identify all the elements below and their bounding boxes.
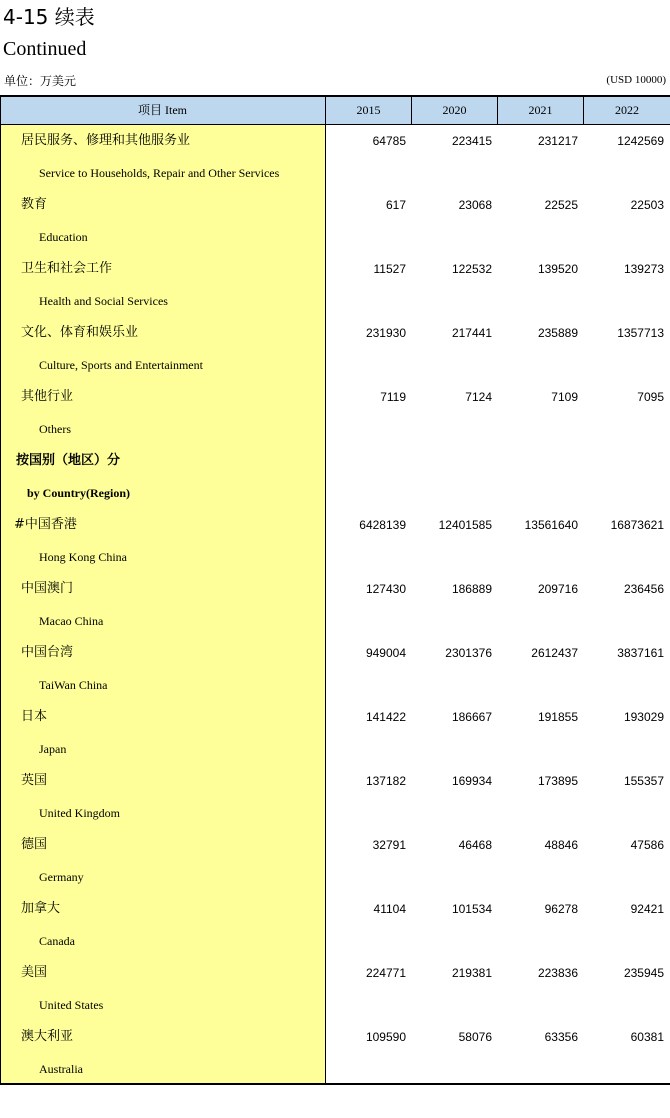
table-row xyxy=(0,189,670,221)
value-cell-2022: 3837161 xyxy=(617,646,664,660)
value-cell-2022: 155357 xyxy=(623,774,664,788)
row-label: 加拿大 xyxy=(21,901,61,916)
value-cell-2021: 7109 xyxy=(551,390,578,404)
table-number-title: 4-15 续表 xyxy=(3,5,95,29)
table-row xyxy=(0,573,670,605)
table-row xyxy=(0,925,670,957)
table-row xyxy=(0,541,670,573)
value-cell-2022: 1357713 xyxy=(617,326,664,340)
value-cell-2022: 139273 xyxy=(623,262,664,276)
header-year-2015: 2015 xyxy=(356,103,381,117)
row-label: Culture, Sports and Entertainment xyxy=(39,358,203,372)
value-cell-2021: 235889 xyxy=(537,326,578,340)
value-cell-2022: 1242569 xyxy=(617,134,664,148)
value-cell-2022: 235945 xyxy=(623,966,664,980)
header-year-2021: 2021 xyxy=(528,103,553,117)
table-row xyxy=(0,861,670,893)
header-year-2020: 2020 xyxy=(442,103,467,117)
table-row xyxy=(0,477,670,509)
value-cell-2021: 191855 xyxy=(537,710,578,724)
table-row xyxy=(0,413,670,445)
value-cell-2021: 13561640 xyxy=(524,518,578,532)
row-label: Canada xyxy=(39,934,75,948)
row-label: 教育 xyxy=(21,197,48,212)
table-row xyxy=(0,957,670,989)
row-label: Service to Households, Repair and Other Services xyxy=(39,166,280,180)
value-cell-2015: 137182 xyxy=(365,774,406,788)
table-row xyxy=(0,1053,670,1085)
row-label: 其他行业 xyxy=(21,389,74,404)
value-cell-2015: 64785 xyxy=(372,134,406,148)
value-cell-2020: 58076 xyxy=(458,1030,492,1044)
value-cell-2022: 22503 xyxy=(630,198,664,212)
table-row xyxy=(0,125,670,157)
table-row xyxy=(0,829,670,861)
row-label: 居民服务、修理和其他服务业 xyxy=(21,133,191,148)
bottom-rule xyxy=(0,1083,670,1085)
row-label: 中国澳门 xyxy=(21,581,74,596)
value-cell-2015: 224771 xyxy=(365,966,406,980)
value-cell-2020: 23068 xyxy=(458,198,492,212)
row-label: United Kingdom xyxy=(39,806,120,820)
value-cell-2020: 7124 xyxy=(465,390,492,404)
row-label: 澳大利亚 xyxy=(21,1029,74,1044)
value-cell-2015: 231930 xyxy=(365,326,406,340)
value-cell-2022: 47586 xyxy=(630,838,664,852)
value-cell-2022: 193029 xyxy=(623,710,664,724)
value-cell-2020: 2301376 xyxy=(445,646,492,660)
value-cell-2020: 46468 xyxy=(458,838,492,852)
row-label: 文化、体育和娱乐业 xyxy=(21,325,139,340)
value-cell-2022: 7095 xyxy=(637,390,664,404)
value-cell-2022: 92421 xyxy=(630,902,664,916)
value-cell-2015: 617 xyxy=(385,198,406,212)
table-row xyxy=(0,637,670,669)
table-row xyxy=(0,669,670,701)
table-row xyxy=(0,253,670,285)
row-label: by Country(Region) xyxy=(27,486,131,500)
value-cell-2015: 7119 xyxy=(380,390,406,404)
value-cell-2021: 48846 xyxy=(544,838,578,852)
continued-subtitle: Continued xyxy=(3,38,87,60)
value-cell-2015: 6428139 xyxy=(359,518,406,532)
value-cell-2022: 60381 xyxy=(630,1030,664,1044)
row-label: Germany xyxy=(39,870,84,884)
value-cell-2020: 219381 xyxy=(451,966,492,980)
value-cell-2020: 101534 xyxy=(451,902,492,916)
table-row xyxy=(0,157,670,189)
value-cell-2015: 141422 xyxy=(365,710,406,724)
row-label: TaiWan China xyxy=(39,678,108,692)
value-cell-2021: 2612437 xyxy=(531,646,578,660)
row-label: Others xyxy=(39,422,71,436)
table-row xyxy=(0,317,670,349)
table-row xyxy=(0,797,670,829)
row-label: Hong Kong China xyxy=(39,550,127,564)
value-cell-2015: 32791 xyxy=(372,838,406,852)
value-cell-2015: 109590 xyxy=(365,1030,406,1044)
value-cell-2021: 22525 xyxy=(544,198,578,212)
value-cell-2020: 186667 xyxy=(451,710,492,724)
table-row xyxy=(0,221,670,253)
row-label: 按国别（地区）分 xyxy=(16,453,121,468)
table-row xyxy=(0,1021,670,1053)
table-row xyxy=(0,445,670,477)
row-label: Macao China xyxy=(39,614,104,628)
table-header xyxy=(0,97,670,125)
row-label: 卫生和社会工作 xyxy=(21,261,113,276)
row-label: 英国 xyxy=(21,773,48,788)
value-cell-2021: 231217 xyxy=(537,134,578,148)
table-row xyxy=(0,893,670,925)
value-cell-2015: 41104 xyxy=(373,902,406,916)
row-label: 中国台湾 xyxy=(21,645,74,660)
row-label: Education xyxy=(39,230,88,244)
unit-label-en: (USD 10000) xyxy=(606,74,666,86)
value-cell-2015: 11527 xyxy=(373,262,406,276)
table-row xyxy=(0,765,670,797)
value-cell-2020: 12401585 xyxy=(438,518,492,532)
value-cell-2021: 139520 xyxy=(537,262,578,276)
row-label: #中国香港 xyxy=(14,517,77,532)
unit-label-cn: 单位：万美元 xyxy=(4,74,77,88)
value-cell-2020: 122532 xyxy=(451,262,492,276)
row-label: 德国 xyxy=(21,837,48,852)
table-row xyxy=(0,285,670,317)
row-label: Australia xyxy=(39,1062,83,1076)
value-cell-2020: 169934 xyxy=(451,774,492,788)
table-row xyxy=(0,605,670,637)
header-item: 项目 Item xyxy=(138,103,187,117)
value-cell-2020: 223415 xyxy=(451,134,492,148)
table-row xyxy=(0,509,670,541)
value-cell-2021: 209716 xyxy=(537,582,578,596)
row-label: Japan xyxy=(39,742,67,756)
table-row xyxy=(0,733,670,765)
value-cell-2022: 236456 xyxy=(623,582,664,596)
value-cell-2021: 223836 xyxy=(537,966,578,980)
table-row xyxy=(0,381,670,413)
value-cell-2022: 16873621 xyxy=(610,518,664,532)
value-cell-2021: 96278 xyxy=(544,902,578,916)
header-year-2022: 2022 xyxy=(615,103,639,117)
row-label: 日本 xyxy=(21,709,48,724)
value-cell-2021: 173895 xyxy=(537,774,578,788)
table-row xyxy=(0,701,670,733)
row-label: United States xyxy=(39,998,104,1012)
row-label: Health and Social Services xyxy=(39,294,168,308)
value-cell-2021: 63356 xyxy=(544,1030,578,1044)
value-cell-2020: 186889 xyxy=(451,582,492,596)
table-row xyxy=(0,989,670,1021)
table-row xyxy=(0,349,670,381)
value-cell-2020: 217441 xyxy=(451,326,492,340)
row-label: 美国 xyxy=(21,965,48,980)
value-cell-2015: 127430 xyxy=(365,582,406,596)
value-cell-2015: 949004 xyxy=(365,646,406,660)
